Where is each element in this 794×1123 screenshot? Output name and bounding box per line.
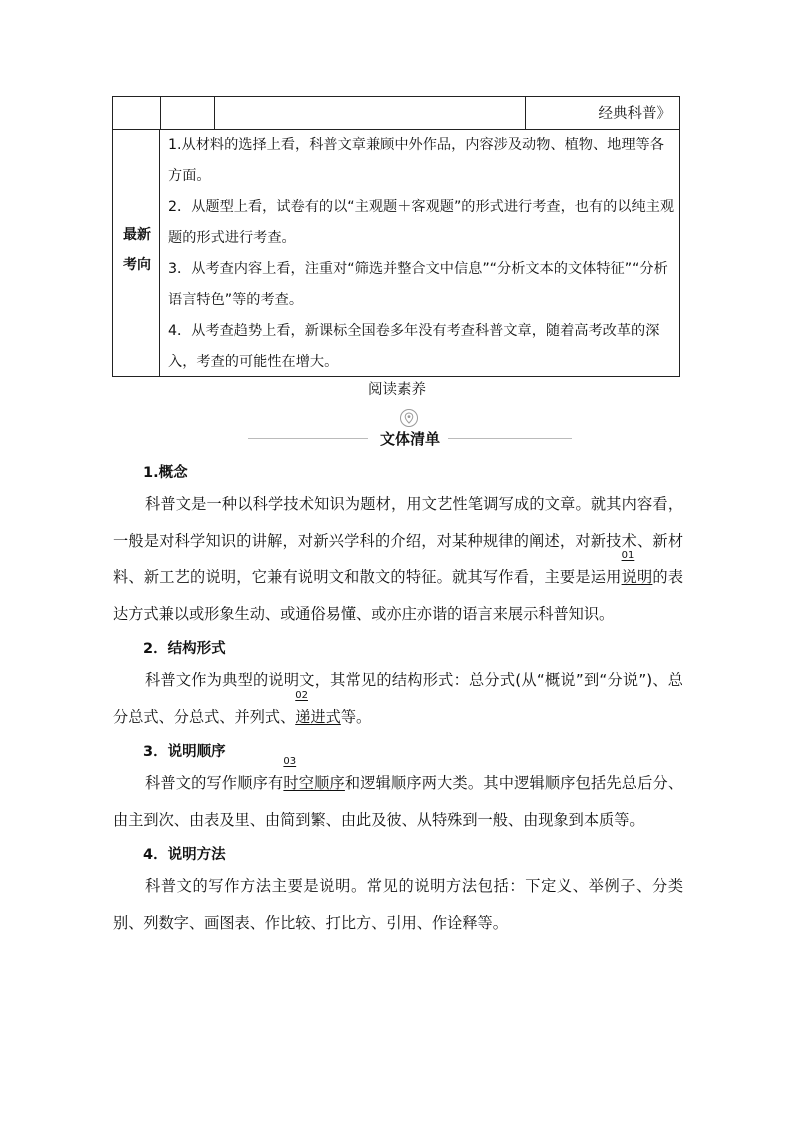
table-header-row — [113, 97, 679, 130]
paragraph-text: 等。 — [340, 707, 372, 726]
paragraph-text: 科普文的写作顺序有 — [145, 774, 284, 792]
section-banner — [248, 429, 572, 449]
fill-in-blank — [283, 756, 345, 792]
paragraph-text: 科普文作为典型的说明文，其常见的结构形式：总分式(从“概说”到“分说”)、总分总式、分总式、并列式、 — [113, 671, 683, 726]
blank-answer: 说明 — [621, 568, 653, 586]
table-divider — [160, 97, 161, 129]
trend-list — [168, 130, 678, 378]
section-title: 阅读素养 — [368, 382, 426, 398]
heading-methods: 4．说明方法 — [143, 847, 226, 863]
exam-trend-table — [112, 96, 680, 377]
fill-in-blank — [295, 689, 341, 726]
classic-popsci-label: 经典科普》 — [598, 106, 671, 122]
paragraph-order — [113, 756, 684, 838]
heading-order: 3．说明顺序 — [143, 744, 226, 760]
paragraph-text: 科普文是一种以科学技术知识为题材，用文艺性笔调写成的文章。就其内容看，一般是对科学知识的讲解，对新兴学科的介绍，对某种规律的阐述，对新技术、新材料、新工艺的说明，它兼有说明文和散文的特征。就其写作看，主要是运用 — [113, 495, 683, 586]
trend-item: 1.从材料的选择上看，科普文章兼顾中外作品，内容涉及动物、植物、地理等各方面。 — [168, 137, 664, 184]
banner-title: 文体清单 — [379, 430, 440, 448]
paragraph-structure — [113, 662, 683, 735]
paragraph-text: 和逻辑顺序两大类。其中逻辑顺序包括先总后分、由主到次、由表及里、由简到繁、由此及彼、从特殊到一般、由现象到本质等。 — [113, 774, 684, 829]
latest-trend-label: 最新考向 — [123, 227, 151, 273]
trend-item: 2．从题型上看，试卷有的以“主观题＋客观题”的形式进行考查，也有的以纯主观题的形式进行考查。 — [168, 199, 675, 246]
blank-answer: 递进式 — [295, 707, 341, 726]
location-pin-icon — [400, 409, 418, 427]
paragraph-methods: 科普文的写作方法主要是说明。常见的说明方法包括：下定义、举例子、分类别、列数字、画图表、作比较、打比方、引用、作诠释等。 — [113, 877, 683, 932]
blank-number: 01 — [621, 550, 635, 561]
fill-in-blank — [621, 550, 653, 586]
heading-structure: 2．结构形式 — [143, 641, 226, 657]
heading-concept: 1.概念 — [143, 465, 188, 481]
trend-item: 3．从考查内容上看，注重对“筛选并整合文中信息”“分析文本的文体特征”“分析语言特色”等的考查。 — [168, 261, 668, 308]
blank-number: 03 — [283, 756, 297, 767]
blank-answer: 时空顺序 — [283, 774, 345, 792]
table-divider — [214, 97, 215, 129]
table-divider — [525, 97, 526, 129]
paragraph-concept — [113, 486, 683, 632]
table-row-header — [113, 130, 160, 376]
blank-number: 02 — [295, 689, 308, 701]
trend-item: 4．从考查趋势上看，新课标全国卷多年没有考查科普文章，随着高考改革的深入，考查的可能性在增大。 — [168, 323, 660, 370]
paragraph-text: 的表达方式兼以或形象生动、或通俗易懂、或亦庄亦谐的语言来展示科普知识。 — [113, 568, 684, 623]
genre-notes — [113, 460, 683, 941]
